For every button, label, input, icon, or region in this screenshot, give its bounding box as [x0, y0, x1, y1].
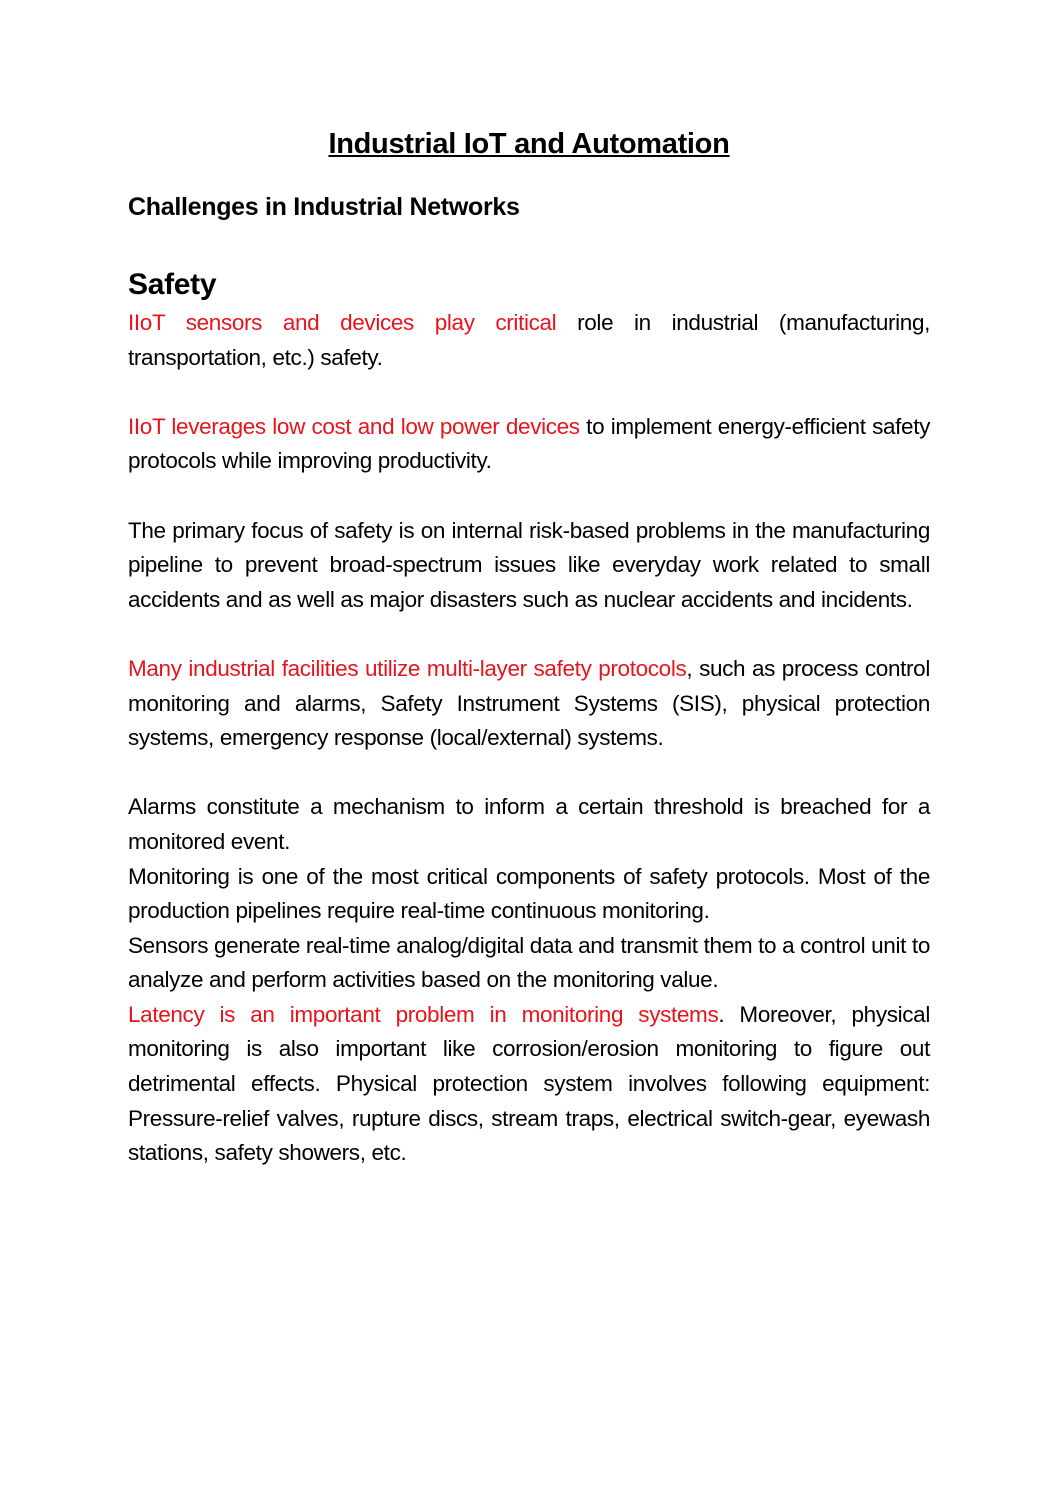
- body-text: Alarms constitute a mechanism to inform a certain threshold is breached for a monitored event.: [128, 794, 930, 854]
- highlight-text: IIoT sensors and devices play critical: [128, 310, 557, 335]
- highlight-text: Many industrial facilities utilize multi-layer safety protocols: [128, 655, 687, 681]
- paragraph-7: [128, 929, 930, 998]
- document-page: [128, 128, 930, 1171]
- paragraph-1: [128, 306, 930, 375]
- paragraph-8: [128, 998, 930, 1171]
- paragraph-5: [128, 790, 930, 859]
- paragraph-6: [128, 860, 930, 929]
- section-heading-safety: Safety: [128, 268, 217, 301]
- body-text: , such as process control monitoring and alarms, Safety Instrument Systems (SIS), physical protection systems, emergency response (local/external) systems.: [128, 655, 930, 751]
- body-text: . Moreover, physical monitoring is also important like corrosion/erosion monitoring to figure out detrimental effects. Physical protection system involves following equipment: Pressure-relief valves, rupture discs, stream traps, electrical switch-gear, eyewash stations, safety showers, etc.: [128, 1001, 930, 1166]
- paragraph-4: [128, 652, 930, 756]
- highlight-text: IIoT leverages low cost and low power devices: [128, 413, 580, 439]
- body-text: Monitoring is one of the most critical components of safety protocols. Most of the production pipelines require real-time continuous monitoring.: [128, 863, 930, 924]
- paragraph-2: [128, 410, 930, 479]
- body-text: Sensors generate real-time analog/digital data and transmit them to a control unit to analyze and perform activities based on the monitoring value.: [128, 932, 930, 993]
- paragraph-3: [128, 514, 930, 618]
- body-text: role in industrial (manufacturing, transportation, etc.) safety.: [128, 310, 931, 370]
- subtitle: Challenges in Industrial Networks: [128, 193, 520, 221]
- document-title: Industrial IoT and Automation: [328, 128, 730, 160]
- body-text: The primary focus of safety is on internal risk-based problems in the manufacturing pipeline to prevent broad-spectrum issues like everyday work related to small accidents and as well as major disasters such as nuclear accidents and incidents.: [128, 517, 930, 612]
- body-text: to implement energy-efficient safety protocols while improving productivity.: [128, 413, 931, 474]
- highlight-text: Latency is an important problem in monitoring systems: [128, 1001, 719, 1027]
